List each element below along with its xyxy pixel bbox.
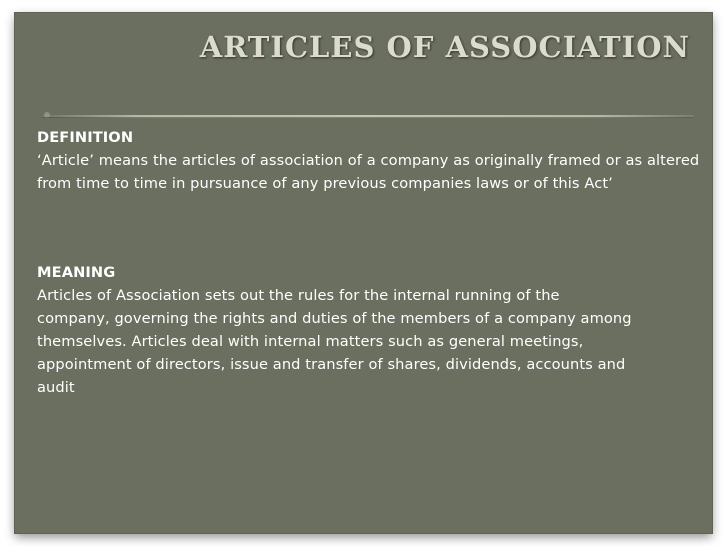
slide-title: ARTICLES OF ASSOCIATION — [199, 30, 690, 64]
definition-text: ‘Article’ means the articles of association of a company as originally framed or as altered from time to time in pursuance of any previous companies laws or of this Act’ — [37, 152, 700, 192]
meaning-section — [37, 261, 637, 399]
definition-section — [37, 126, 707, 195]
definition-heading: DEFINITION — [37, 129, 134, 146]
meaning-heading: MEANING — [37, 264, 116, 281]
meaning-text: Articles of Association sets out the rules for the internal running of the company, governing the rights and duties of the members of a company among themselves. Articles deal with internal matters such as general meetings, appointment of directors, issue and transfer of shares, dividends, accounts and audit — [37, 287, 632, 396]
title-divider — [42, 115, 694, 118]
